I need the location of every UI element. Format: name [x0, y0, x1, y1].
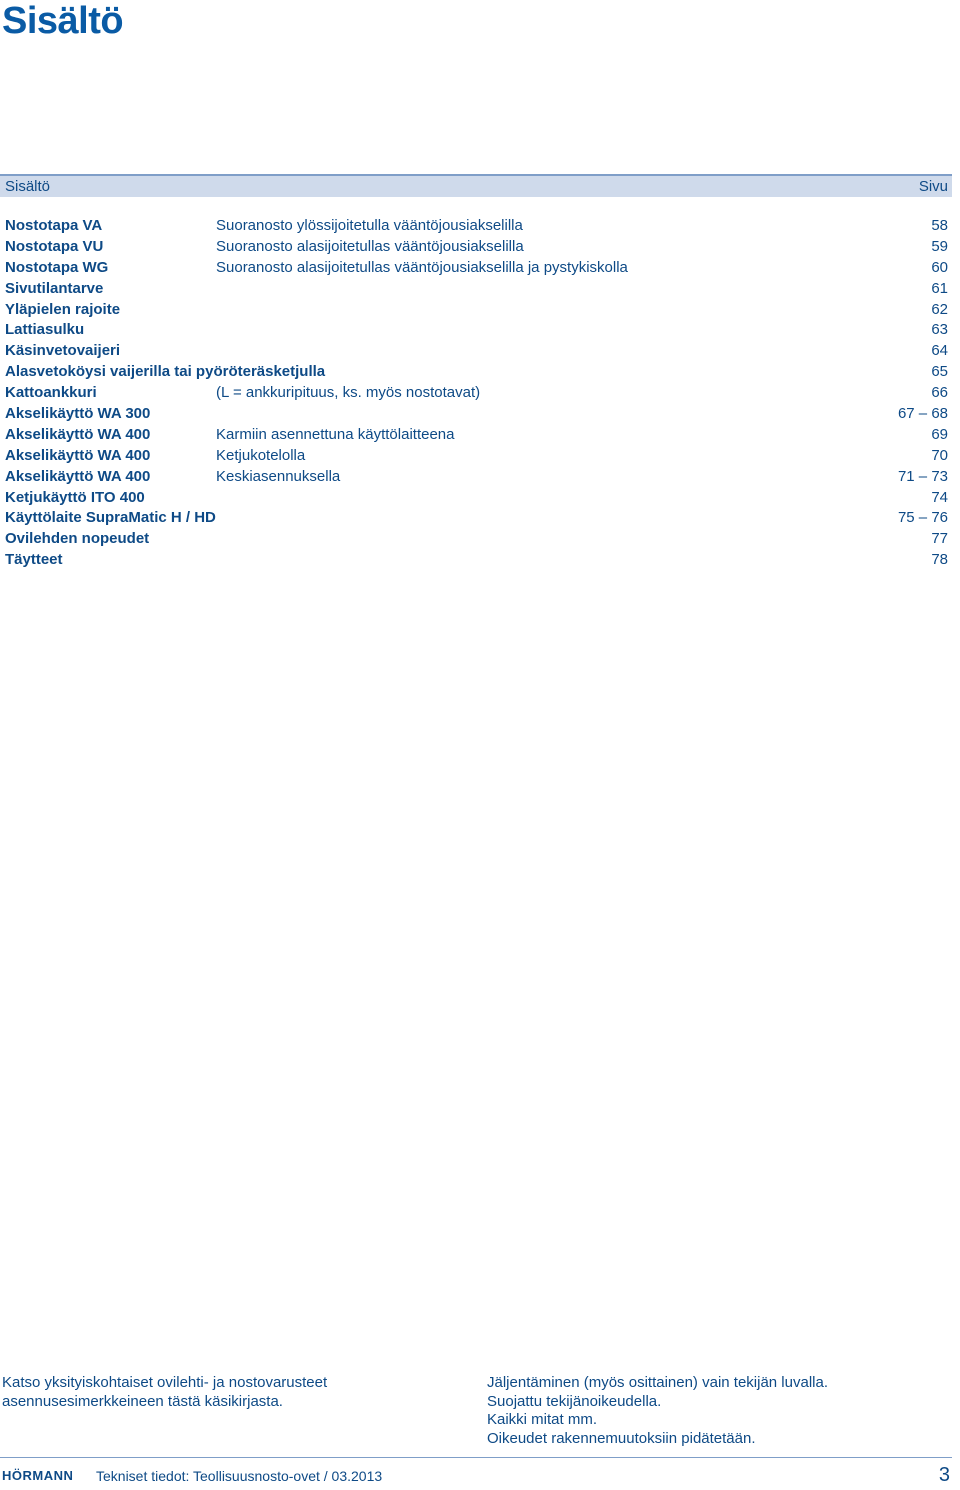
toc-description: Suoranosto alasijoitetullas vääntöjousiakselilla ja pystykiskolla	[216, 258, 628, 276]
page-number: 3	[938, 1464, 950, 1486]
toc-page: 66	[931, 384, 948, 402]
toc-page: 61	[931, 279, 948, 297]
toc-title: Akselikäyttö WA 400	[5, 425, 151, 443]
notes-right	[487, 1374, 947, 1449]
toc-row[interactable]	[0, 425, 952, 446]
toc-description: Keskiasennuksella	[216, 467, 341, 485]
note-line: Oikeudet rakennemuutoksiin pidätetään.	[487, 1430, 756, 1448]
note-line: Kaikki mitat mm.	[487, 1411, 598, 1429]
toc-title: Sivutilantarve	[5, 279, 104, 297]
note-line: Suojattu tekijänoikeudella.	[487, 1392, 662, 1410]
toc-row[interactable]	[0, 467, 952, 488]
toc-row[interactable]	[0, 488, 952, 509]
toc-description: Suoranosto ylössijoitetulla vääntöjousiakselilla	[216, 217, 523, 234]
note-line: asennusesimerkkeineen tästä käsikirjasta.	[2, 1392, 283, 1410]
toc-title: Nostotapa WG	[5, 258, 109, 276]
toc-title: Nostotapa VA	[5, 217, 103, 234]
toc-row[interactable]	[0, 362, 952, 383]
toc-description: (L = ankkuripituus, ks. myös nostotavat)	[216, 384, 481, 402]
toc-header-label: Sisältö	[5, 178, 51, 195]
footer-divider	[0, 1457, 952, 1458]
toc-title: Ovilehden nopeudet	[5, 530, 150, 548]
toc-title: Akselikäyttö WA 300	[5, 405, 151, 423]
toc-row[interactable]	[0, 341, 952, 362]
note-line: Katso yksityiskohtaiset ovilehti- ja nostovarusteet	[2, 1374, 328, 1391]
table-of-contents	[0, 216, 952, 571]
toc-row[interactable]	[0, 237, 952, 258]
toc-header-page-label: Sivu	[918, 178, 948, 195]
toc-description: Ketjukotelolla	[216, 446, 306, 464]
toc-header	[0, 174, 952, 197]
notes-left	[2, 1374, 402, 1411]
footer	[0, 1462, 952, 1488]
toc-row[interactable]	[0, 508, 952, 529]
toc-page: 78	[931, 551, 948, 569]
toc-row[interactable]	[0, 383, 952, 404]
toc-page: 63	[931, 321, 948, 339]
toc-title: Käyttölaite SupraMatic H / HD	[5, 509, 216, 527]
page-title: Sisältö	[2, 0, 124, 42]
toc-page: 64	[931, 342, 948, 360]
toc-title: Nostotapa VU	[5, 237, 104, 255]
toc-title: Yläpielen rajoite	[5, 300, 121, 318]
toc-page: 67 – 68	[897, 405, 948, 423]
toc-row[interactable]	[0, 446, 952, 467]
note-line: Jäljentäminen (myös osittainen) vain tekijän luvalla.	[487, 1374, 829, 1391]
toc-page: 74	[931, 488, 948, 506]
toc-row[interactable]	[0, 529, 952, 550]
toc-page: 69	[931, 425, 948, 443]
toc-page: 71 – 73	[897, 467, 948, 485]
toc-row[interactable]	[0, 404, 952, 425]
toc-title: Ketjukäyttö ITO 400	[5, 488, 145, 506]
toc-description: Karmiin asennettuna käyttölaitteena	[216, 425, 455, 443]
document-id: Tekniset tiedot: Teollisuusnosto-ovet / 03.2013	[96, 1468, 383, 1484]
hormann-logo: HÖRMANN	[2, 1468, 74, 1483]
toc-page: 58	[931, 217, 948, 234]
toc-title: Akselikäyttö WA 400	[5, 467, 151, 485]
toc-row[interactable]	[0, 300, 952, 321]
toc-page: 77	[931, 530, 948, 548]
toc-row[interactable]	[0, 258, 952, 279]
toc-page: 60	[931, 258, 948, 276]
toc-title: Kattoankkuri	[5, 384, 97, 402]
toc-page: 65	[931, 363, 948, 381]
toc-row[interactable]	[0, 550, 952, 571]
toc-row[interactable]	[0, 320, 952, 341]
toc-description: Suoranosto alasijoitetullas vääntöjousiakselilla	[216, 237, 524, 255]
toc-title: Täytteet	[5, 551, 63, 569]
toc-title: Käsinvetovaijeri	[5, 342, 121, 360]
toc-page: 75 – 76	[897, 509, 948, 527]
toc-page: 70	[931, 446, 948, 464]
toc-row[interactable]	[0, 216, 952, 237]
toc-title: Akselikäyttö WA 400	[5, 446, 151, 464]
toc-page: 62	[931, 300, 948, 318]
toc-title: Lattiasulku	[5, 321, 85, 339]
toc-title: Alasvetoköysi vaijerilla tai pyöröteräsketjulla	[5, 363, 326, 381]
toc-row[interactable]	[0, 279, 952, 300]
toc-page: 59	[931, 237, 948, 255]
